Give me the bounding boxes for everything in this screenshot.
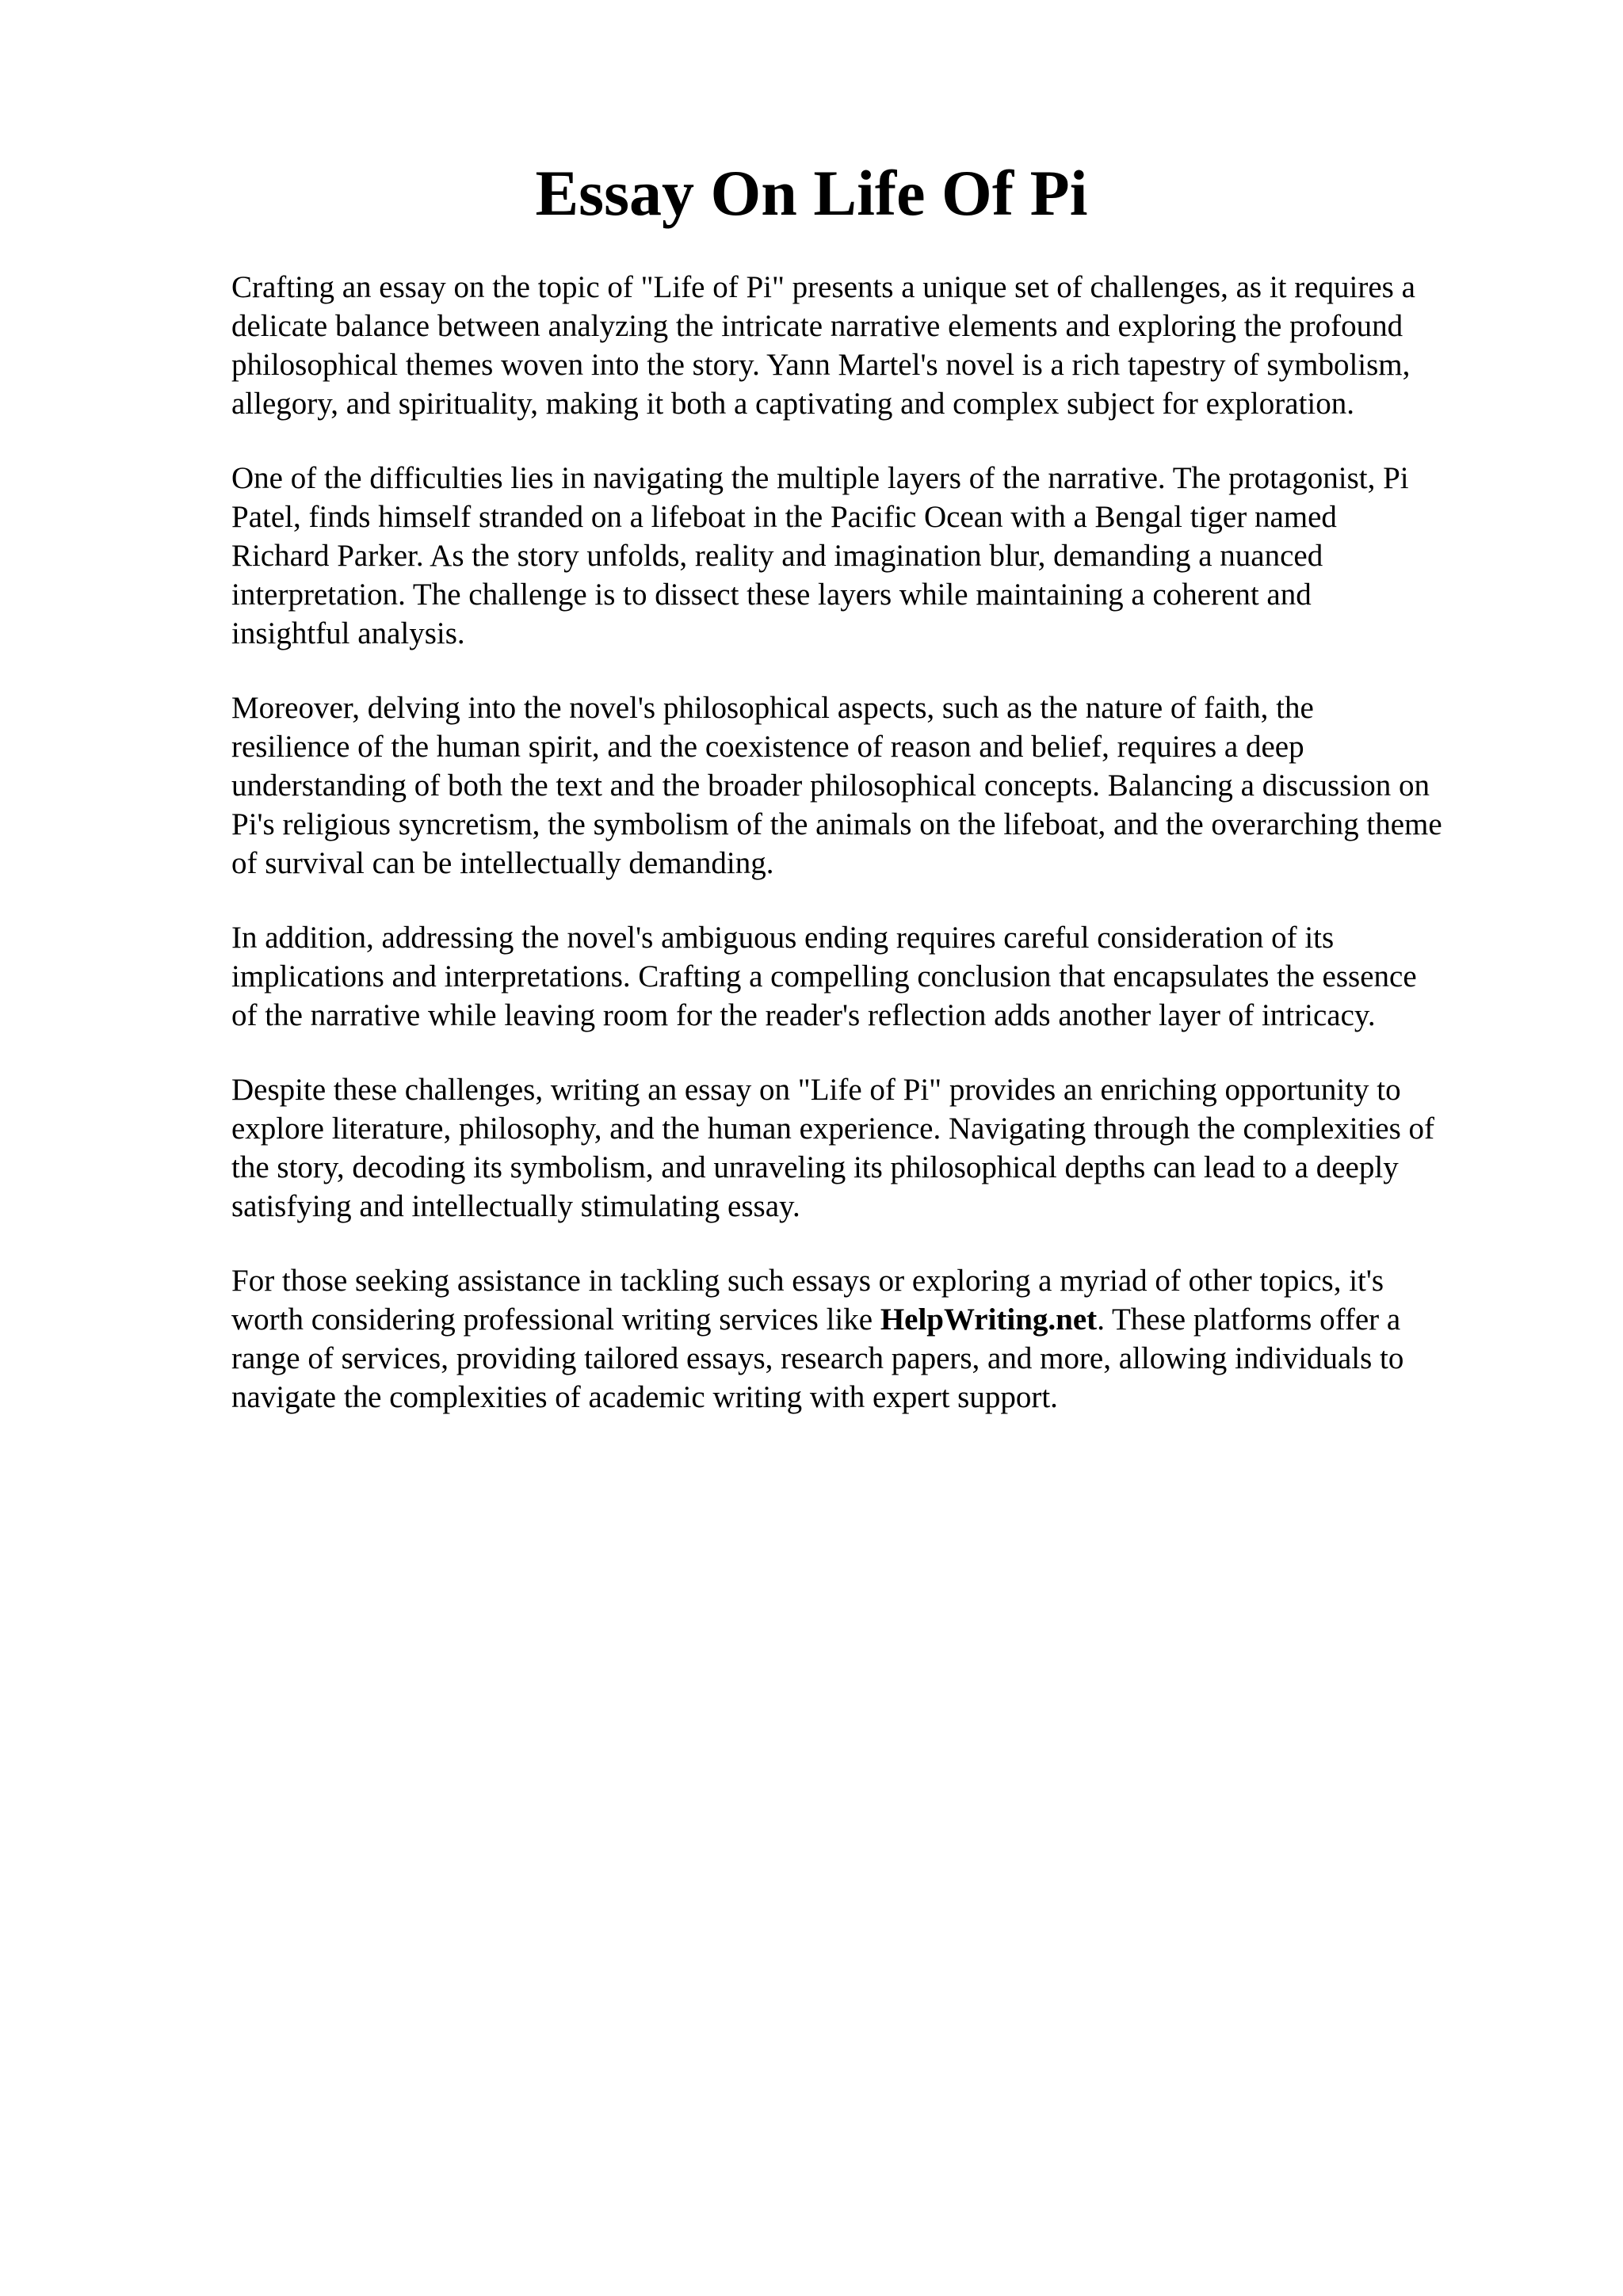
document-body [231, 268, 1525, 1452]
paragraph-2 [231, 459, 1525, 653]
paragraph-1 [231, 268, 1525, 423]
brand-name: HelpWriting.net [880, 1302, 1098, 1337]
paragraph-line: One of the difficulties lies in navigating the multiple layers of the narrative. The protagonist, Pi [231, 461, 1409, 495]
paragraph-line: range of services, providing tailored essays, research papers, and more, allowing individuals to [231, 1341, 1404, 1375]
paragraph-line: In addition, addressing the novel's ambiguous ending requires careful consideration of its [231, 921, 1335, 955]
paragraph-line: of survival can be intellectually demanding. [231, 846, 774, 880]
paragraph-line: allegory, and spirituality, making it both a captivating and complex subject for exploration. [231, 387, 1354, 421]
paragraph-3 [231, 688, 1525, 883]
paragraph-5 [231, 1070, 1525, 1226]
paragraph-line: of the narrative while leaving room for the reader's reflection adds another layer of intricacy. [231, 998, 1376, 1032]
paragraph-line: For those seeking assistance in tackling such essays or exploring a myriad of other topics, it's [231, 1264, 1384, 1298]
paragraph-line: understanding of both the text and the broader philosophical concepts. Balancing a discussion on [231, 769, 1430, 803]
paragraph-line: navigate the complexities of academic writing with expert support. [231, 1380, 1058, 1414]
document-title: Essay On Life Of Pi [535, 157, 1088, 229]
paragraph-line: interpretation. The challenge is to dissect these layers while maintaining a coherent and [231, 578, 1312, 612]
paragraph-line: resilience of the human spirit, and the coexistence of reason and belief, requires a deep [231, 730, 1304, 764]
paragraph-line: Richard Parker. As the story unfolds, reality and imagination blur, demanding a nuanced [231, 539, 1323, 573]
paragraph-line: Patel, finds himself stranded on a lifeboat in the Pacific Ocean with a Bengal tiger named [231, 500, 1337, 534]
line-text: worth considering professional writing services like [231, 1302, 880, 1337]
paragraph-6 [231, 1261, 1525, 1417]
paragraph-line: satisfying and intellectually stimulating essay. [231, 1189, 800, 1223]
paragraph-line: Moreover, delving into the novel's philosophical aspects, such as the nature of faith, the [231, 691, 1314, 725]
line-text: . These platforms offer a [1097, 1302, 1401, 1337]
paragraph-line: Crafting an essay on the topic of "Life of Pi" presents a unique set of challenges, as it requires a [231, 270, 1415, 304]
paragraph-line: implications and interpretations. Crafting a compelling conclusion that encapsulates the essence [231, 959, 1417, 994]
paragraph-line: the story, decoding its symbolism, and unraveling its philosophical depths can lead to a deeply [231, 1150, 1399, 1184]
paragraph-4 [231, 918, 1525, 1035]
paragraph-line: insightful analysis. [231, 616, 465, 650]
paragraph-line [231, 1300, 1525, 1339]
paragraph-line: philosophical themes woven into the story. Yann Martel's novel is a rich tapestry of symbolism, [231, 348, 1411, 382]
paragraph-line: delicate balance between analyzing the intricate narrative elements and exploring the profound [231, 309, 1403, 343]
paragraph-line: Despite these challenges, writing an essay on "Life of Pi" provides an enriching opportunity to [231, 1073, 1401, 1107]
paragraph-line: Pi's religious syncretism, the symbolism of the animals on the lifeboat, and the overarching theme [231, 807, 1442, 841]
paragraph-line: explore literature, philosophy, and the human experience. Navigating through the complexities of [231, 1112, 1435, 1146]
